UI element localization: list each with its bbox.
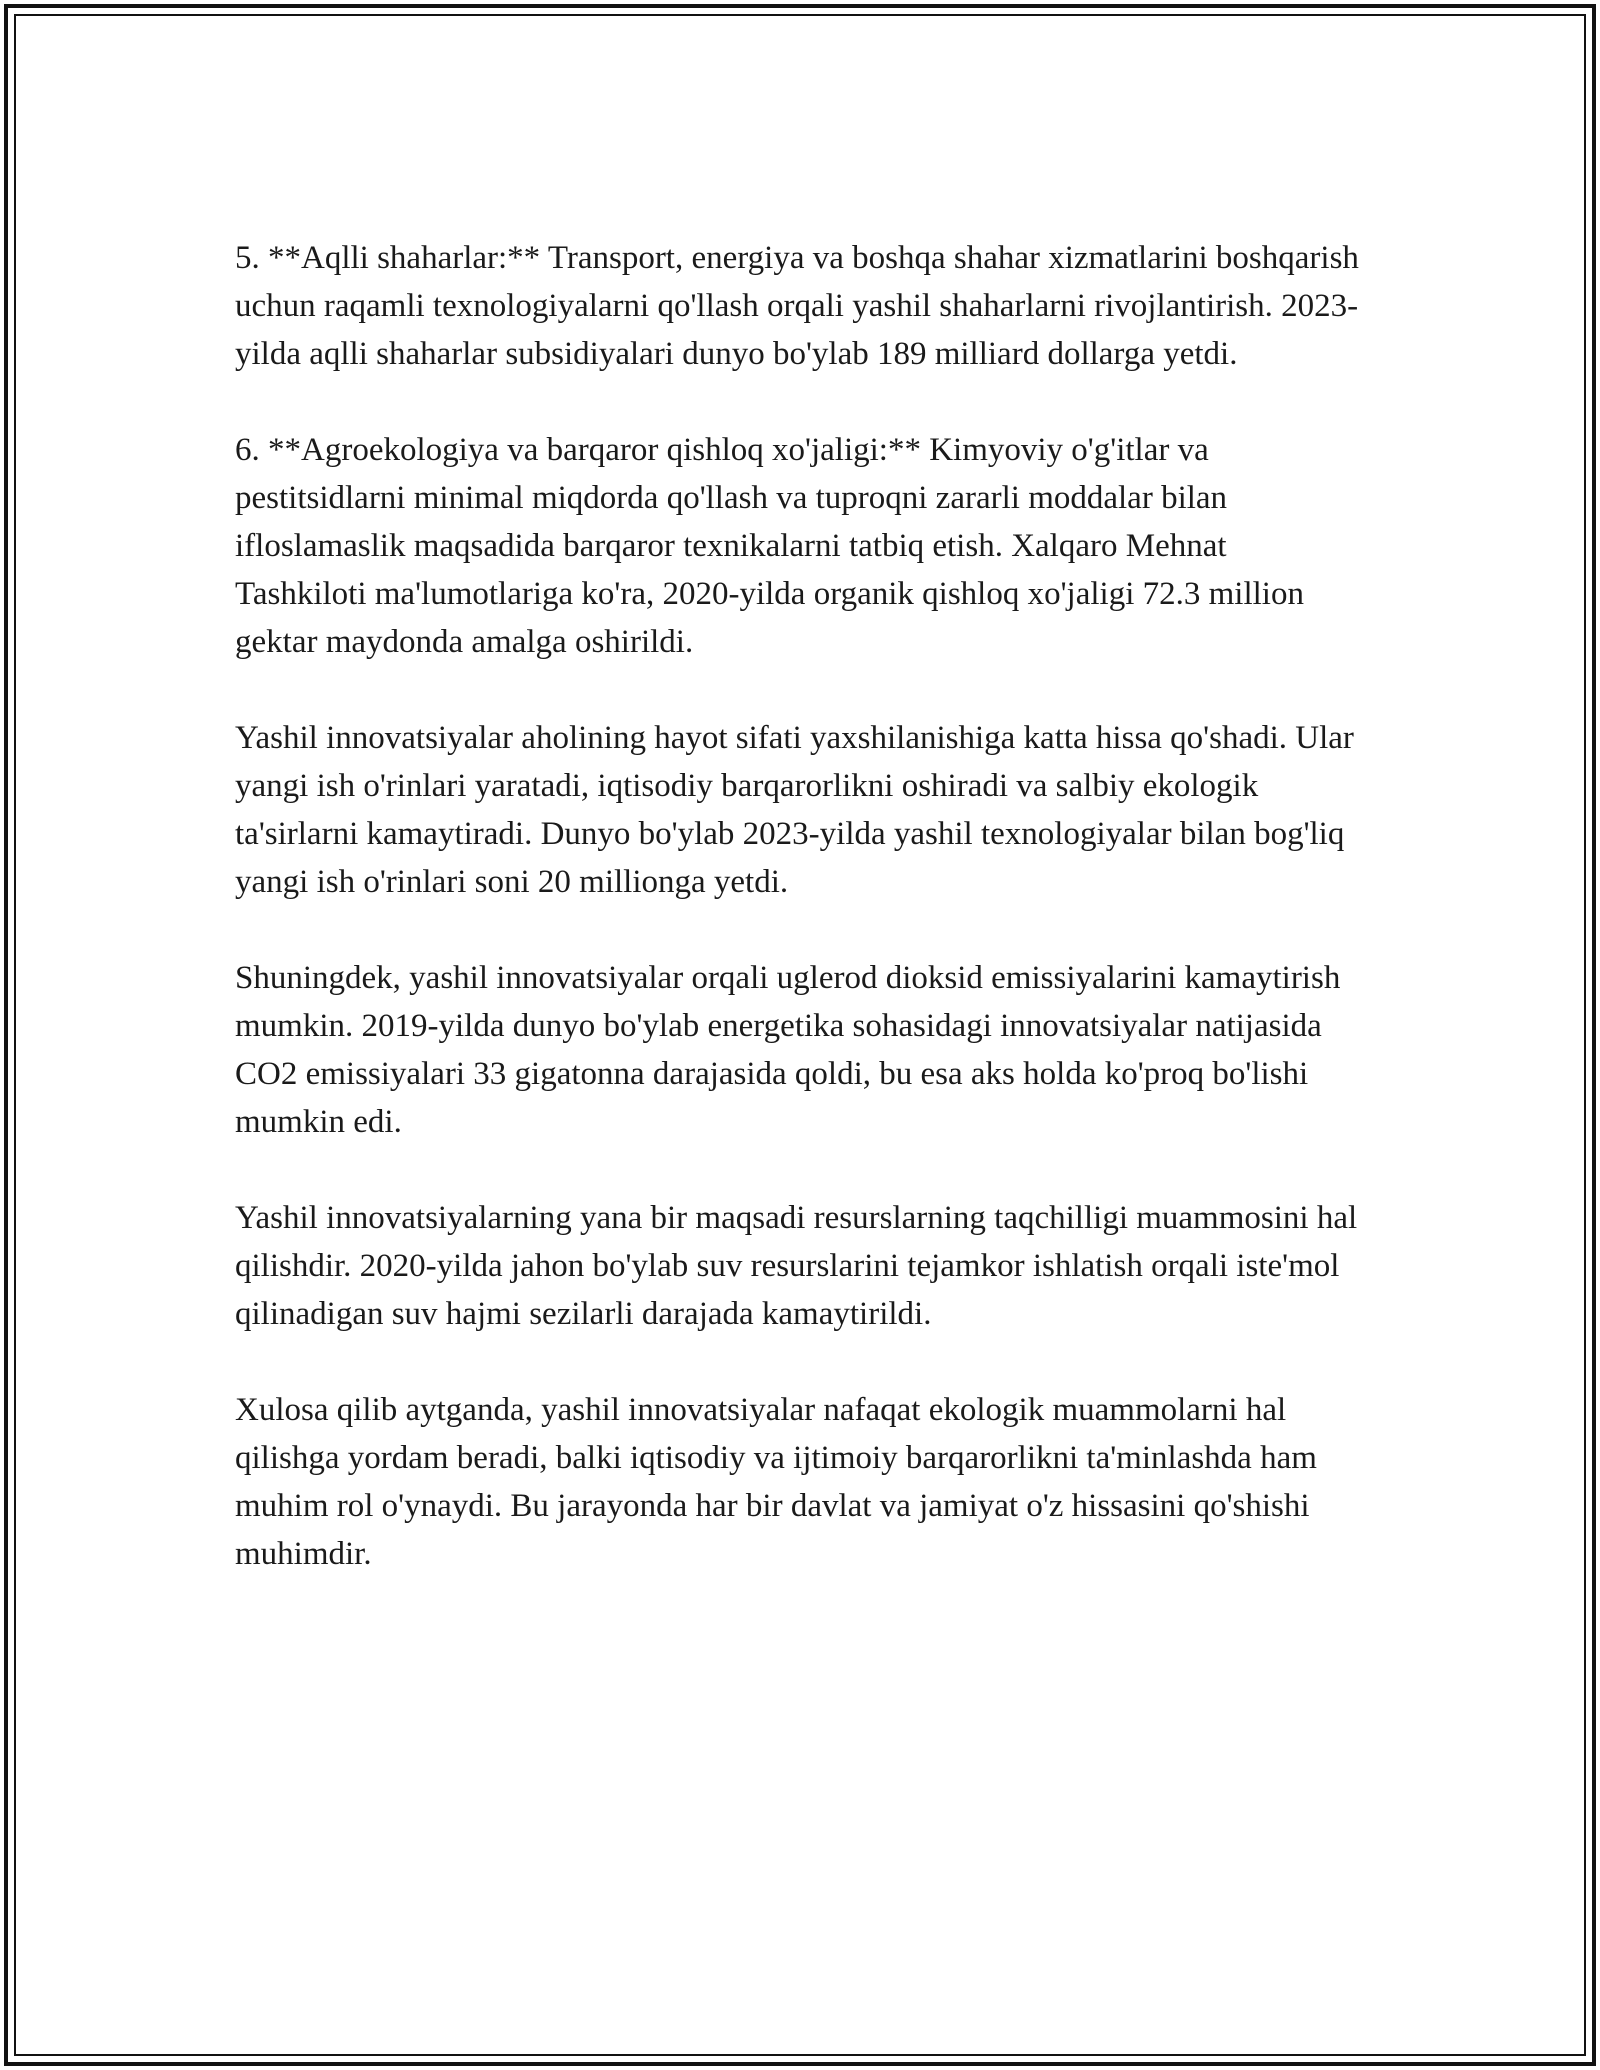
document-body bbox=[235, 234, 1365, 1626]
paragraph-quality-of-life: Yashil innovatsiyalar aholining hayot sifati yaxshilanishiga katta hissa qo'shadi. Ular yangi ish o'rinlari yaratadi, iqtisodiy barqarorlikni oshiradi va salbiy ekologik ta'sirlarni kamaytiradi. Dunyo bo'ylab 2023-yilda yashil texnologiyalar bilan bog'liq yangi ish o'rinlari soni 20 millionga yetdi. bbox=[235, 720, 1354, 900]
paragraph-agroecology: 6. **Agroekologiya va barqaror qishloq xo'jaligi:** Kimyoviy o'g'itlar va pestitsidlarni minimal miqdorda qo'llash va tuproqni zararli moddalar bilan ifloslamaslik maqsadida barqaror texnikalarni tatbiq etish. Xalqaro Mehnat Tashkiloti ma'lumotlariga ko'ra, 2020-yilda organik qishloq xo'jaligi 72.3 million gektar maydonda amalga oshirildi. bbox=[235, 432, 1304, 660]
paragraph-conclusion: Xulosa qilib aytganda, yashil innovatsiyalar nafaqat ekologik muammolarni hal qilishga yordam beradi, balki iqtisodiy va ijtimoiy barqarorlikni ta'minlashda ham muhim rol o'ynaydi. Bu jarayonda har bir davlat va jamiyat o'z hissasini qo'shishi muhimdir. bbox=[235, 1392, 1317, 1572]
paragraph-resources: Yashil innovatsiyalarning yana bir maqsadi resurslarning taqchilligi muammosini hal qilishdir. 2020-yilda jahon bo'ylab suv resurslarini tejamkor ishlatish orqali iste'mol qilinadigan suv hajmi sezilarli darajada kamaytirildi. bbox=[235, 1200, 1358, 1332]
paragraph-smart-cities: 5. **Aqlli shaharlar:** Transport, energiya va boshqa shahar xizmatlarini boshqarish uchun raqamli texnologiyalarni qo'llash orqali yashil shaharlarni rivojlantirish. 2023-yilda aqlli shaharlar subsidiyalari dunyo bo'ylab 189 milliard dollarga yetdi. bbox=[235, 240, 1359, 372]
paragraph-emissions: Shuningdek, yashil innovatsiyalar orqali uglerod dioksid emissiyalarini kamaytirish mumkin. 2019-yilda dunyo bo'ylab energetika sohasidagi innovatsiyalar natijasida CO2 emissiyalari 33 gigatonna darajasida qoldi, bu esa aks holda ko'proq bo'lishi mumkin edi. bbox=[235, 960, 1341, 1140]
